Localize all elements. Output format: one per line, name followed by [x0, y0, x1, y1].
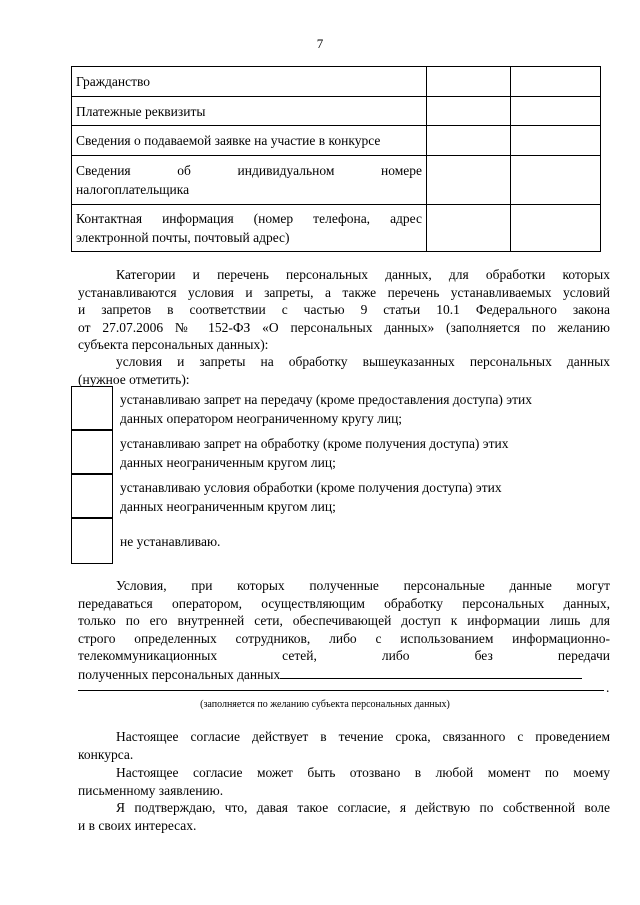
- row-label-contact-info: [72, 205, 427, 252]
- option-checkbox[interactable]: [71, 518, 113, 564]
- table-cell: [511, 67, 601, 97]
- fill-in-hint: (заполняется по желанию субъекта персональных данных): [200, 699, 450, 710]
- table-row: [72, 67, 601, 97]
- paragraph-line: телекоммуникационных сетей, либо без передачи: [78, 648, 610, 663]
- confirmation-paragraph: [78, 799, 610, 834]
- option-line: устанавливаю запрет на обработку (кроме получения доступа) этих: [120, 436, 509, 451]
- option-text: [120, 390, 570, 428]
- fill-in-line[interactable]: [78, 690, 604, 691]
- table-cell: [511, 126, 601, 156]
- option-checkbox[interactable]: [71, 474, 113, 518]
- option-checkbox[interactable]: [71, 386, 113, 430]
- row-label-application-info: Сведения о подаваемой заявке на участие в конкурсе: [72, 126, 427, 156]
- paragraph-line: устанавливаются условия и запреты, а также перечень устанавливаемых условий: [78, 284, 610, 300]
- validity-paragraph: [78, 728, 610, 763]
- table-cell: [511, 156, 601, 205]
- paragraph-line: передаваться оператором, осуществляющим обработку персональных данных,: [78, 595, 610, 611]
- personal-data-table: [71, 66, 601, 252]
- paragraph-line: условия и запреты на обработку вышеуказанных персональных данных: [116, 354, 610, 369]
- table-cell: [511, 97, 601, 126]
- option-text: [120, 532, 570, 551]
- table-cell: [427, 97, 511, 126]
- row-label-line: Сведения об индивидуальном номере: [76, 163, 422, 178]
- option-line: устанавливаю условия обработки (кроме получения доступа) этих: [120, 480, 502, 495]
- row-label-line: налогоплательщика: [76, 182, 190, 197]
- option-line: данных оператором неограниченному кругу лиц;: [120, 411, 403, 426]
- table-row: [72, 156, 601, 205]
- paragraph-line: строго определенных сотрудников, либо с использованием информационно-: [78, 630, 610, 646]
- paragraph-line: и в своих интересах.: [78, 817, 197, 833]
- fill-in-line[interactable]: [280, 665, 582, 679]
- table-cell: [511, 205, 601, 252]
- paragraph-line: конкурса.: [78, 746, 134, 762]
- paragraph-line-text: полученных персональных данных: [78, 666, 281, 682]
- paragraph-line: (нужное отметить):: [78, 371, 190, 387]
- row-label-line: Контактная информация (номер телефона, адрес: [76, 211, 422, 226]
- paragraph-line: Я подтверждаю, что, давая такое согласие, я действую по собственной воле: [116, 800, 610, 815]
- page-number: 7: [316, 36, 324, 51]
- table-row: [72, 126, 601, 156]
- paragraph-line: и запретов в соответствии с частью 9 статьи 10.1 Федерального закона: [78, 302, 610, 317]
- row-label-citizenship: Гражданство: [72, 67, 427, 97]
- option-text: [120, 478, 570, 516]
- end-mark: .: [606, 680, 610, 695]
- option-line: не устанавливаю.: [120, 534, 221, 549]
- row-label-payment-details: Платежные реквизиты: [72, 97, 427, 126]
- option-checkbox[interactable]: [71, 430, 113, 474]
- row-label-inn: [72, 156, 427, 205]
- paragraph-line: Настоящее согласие действует в течение срока, связанного с проведением: [116, 729, 610, 744]
- table-cell: [427, 126, 511, 156]
- paragraph-line: Условия, при которых полученные персональные данные могут: [116, 578, 610, 593]
- table-cell: [427, 156, 511, 205]
- paragraph-line: только по его внутренней сети, обеспечивающей доступ к информации лишь для: [78, 613, 610, 628]
- paragraph-line: Настоящее согласие может быть отозвано в любой момент по моему: [116, 765, 610, 780]
- row-label-line: электронной почты, почтовый адрес): [76, 230, 290, 245]
- paragraph-line: субъекта персональных данных):: [78, 337, 269, 352]
- paragraph-line: от 27.07.2006 № 152-ФЗ «О персональных данных» (заполняется по желанию: [78, 319, 610, 335]
- categories-paragraph: [78, 266, 610, 354]
- withdrawal-paragraph: [78, 764, 610, 799]
- option-line: данных неограниченным кругом лиц;: [120, 499, 336, 514]
- option-line: устанавливаю запрет на передачу (кроме предоставления доступа) этих: [120, 392, 532, 407]
- transfer-paragraph: [78, 577, 610, 683]
- table-row: [72, 205, 601, 252]
- paragraph-line: письменному заявлению.: [78, 782, 224, 798]
- table-row: [72, 97, 601, 126]
- option-text: [120, 434, 570, 472]
- conditions-intro: [78, 353, 610, 388]
- table-cell: [427, 67, 511, 97]
- paragraph-line: [78, 665, 610, 684]
- table-cell: [427, 205, 511, 252]
- option-line: данных неограниченным кругом лиц;: [120, 455, 336, 470]
- paragraph-line: Категории и перечень персональных данных, для обработки которых: [116, 267, 610, 282]
